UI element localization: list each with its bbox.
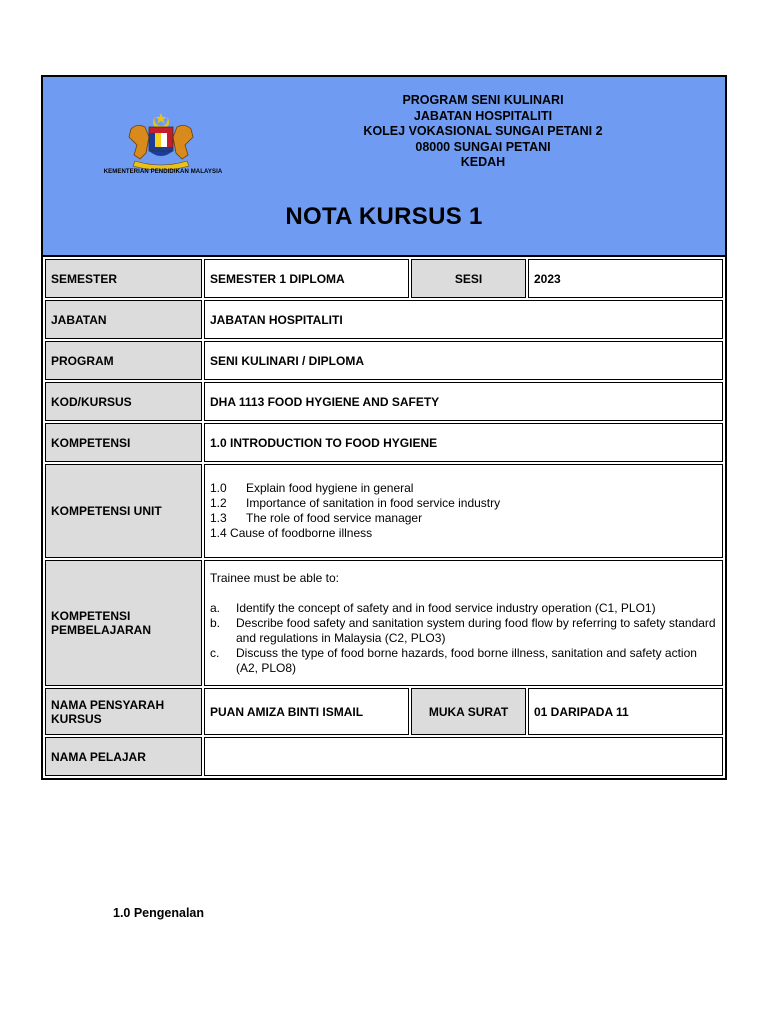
sesi-label: SESI [411, 259, 526, 298]
org-line: 08000 SUNGAI PETANI [415, 139, 551, 154]
nama-pelajar-field[interactable] [204, 737, 723, 776]
semester-value: SEMESTER 1 DIPLOMA [204, 259, 409, 298]
kompetensi-label: KOMPETENSI [45, 423, 202, 462]
jabatan-value: JABATAN HOSPITALITI [204, 300, 723, 339]
nama-pelajar-label: NAMA PELAJAR [45, 737, 202, 776]
label-line: PEMBELAJARAN [51, 623, 152, 637]
list-item: 1.4 Cause of foodborne illness [210, 526, 373, 540]
table-row [45, 300, 723, 339]
org-line: KOLEJ VOKASIONAL SUNGAI PETANI 2 [363, 124, 603, 138]
kompetensi-pembelajaran-label [45, 560, 202, 686]
table-row [45, 341, 723, 380]
kompetensi-value: 1.0 INTRODUCTION TO FOOD HYGIENE [204, 423, 723, 462]
muka-surat-label: MUKA SURAT [411, 688, 526, 735]
kompetensi-unit-label: KOMPETENSI UNIT [45, 464, 202, 558]
kod-kursus-label: KOD/KURSUS [45, 382, 202, 421]
form-header [43, 77, 725, 257]
label-line: KURSUS [51, 711, 102, 726]
course-info-table [43, 257, 725, 778]
kompetensi-pembelajaran-content [204, 560, 723, 686]
sesi-value: 2023 [528, 259, 723, 298]
list-item: a. Identify the concept of safety and in food service industry operation (C1, PLO1) [210, 600, 656, 615]
org-line: PROGRAM SENI KULINARI [402, 93, 564, 107]
pensyarah-value: PUAN AMIZA BINTI ISMAIL [204, 688, 409, 735]
coat-of-arms-logo [125, 111, 197, 171]
ministry-name: KEMENTERIAN PENDIDIKAN MALAYSIA [103, 169, 223, 175]
list-item: b. Describe food safety and sanitation system during food flow by referring to safety standard and regulations in Malaysia (C2, PLO3) [210, 615, 716, 645]
table-row [45, 382, 723, 421]
semester-label: SEMESTER [45, 259, 202, 298]
muka-surat-value: 01 DARIPADA 11 [528, 688, 723, 735]
page-title: NOTA KURSUS 1 [285, 203, 483, 230]
intro-text: Trainee must be able to: [210, 570, 339, 585]
kod-kursus-value: DHA 1113 FOOD HYGIENE AND SAFETY [204, 382, 723, 421]
org-line: JABATAN HOSPITALITI [413, 108, 553, 123]
list-item: 1.0 Explain food hygiene in general [210, 481, 414, 495]
pensyarah-label [45, 688, 202, 735]
table-row [45, 737, 723, 776]
list-item: 1.2 Importance of sanitation in food service industry [210, 496, 501, 510]
section-heading: 1.0 Pengenalan [113, 906, 205, 920]
jabatan-label: JABATAN [45, 300, 202, 339]
org-line: KEDAH [460, 155, 506, 169]
list-item: c. Discuss the type of food borne hazards, food borne illness, sanitation and safety action (A2, PLO8) [210, 645, 697, 675]
table-row [45, 464, 723, 558]
table-row [45, 423, 723, 462]
kompetensi-unit-list [204, 464, 723, 558]
table-row [45, 560, 723, 686]
label-line: KOMPETENSI [51, 609, 131, 623]
label-line: NAMA PENSYARAH [51, 697, 165, 712]
table-row [45, 259, 723, 298]
program-value: SENI KULINARI / DIPLOMA [204, 341, 723, 380]
list-item: 1.3 The role of food service manager [210, 511, 423, 525]
program-label: PROGRAM [45, 341, 202, 380]
table-row [45, 688, 723, 735]
course-note-form [41, 75, 727, 780]
organisation-block [333, 93, 633, 171]
